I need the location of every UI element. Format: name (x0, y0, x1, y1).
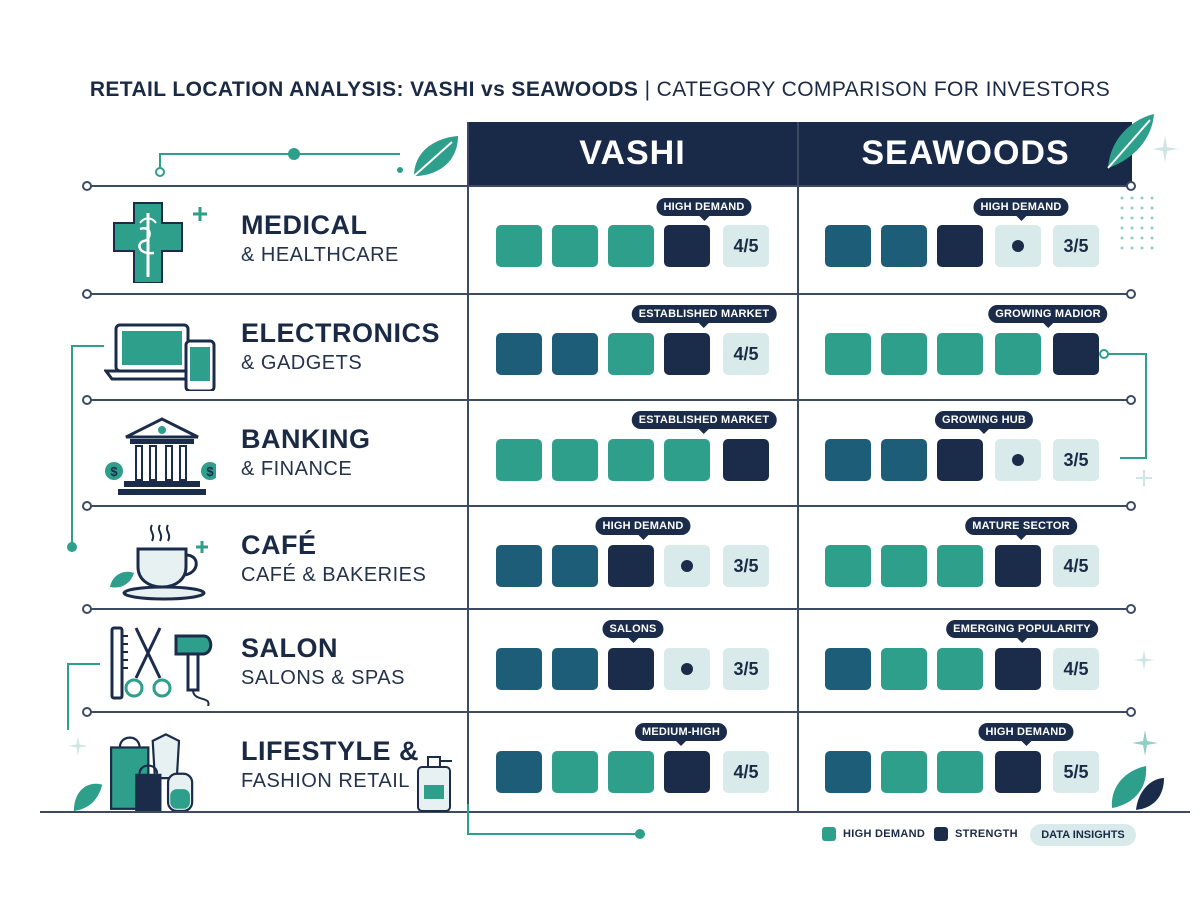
rating-block (825, 333, 871, 375)
rating-block (881, 751, 927, 793)
rating-block (552, 439, 598, 481)
category-name: BANKING (241, 424, 371, 454)
rating-block (496, 225, 542, 267)
rating-block (881, 439, 927, 481)
laptop-phone-icon (104, 307, 216, 391)
vashi-score: 4/5 (723, 225, 769, 267)
svg-text:$: $ (206, 464, 214, 479)
rating-block (937, 545, 983, 587)
rating-block (608, 545, 654, 587)
category-name: SALON (241, 633, 338, 663)
rating-block (608, 648, 654, 690)
category-row-lifestyle (90, 713, 1130, 819)
seawoods-status-tag: MATURE SECTOR (965, 517, 1077, 535)
svg-text:$: $ (110, 464, 118, 479)
category-subtitle: & HEALTHCARE (241, 244, 399, 266)
rating-block (1053, 333, 1099, 375)
bank-icon (104, 413, 216, 497)
vashi-score: 3/5 (723, 545, 769, 587)
category-subtitle: & FINANCE (241, 458, 353, 480)
rating-block (937, 648, 983, 690)
rating-block (937, 225, 983, 267)
seawoods-status-tag: GROWING HUB (935, 411, 1033, 429)
legend-strength (934, 824, 1018, 844)
leaf-icon (408, 132, 464, 182)
rating-block (995, 751, 1041, 793)
rating-block (937, 333, 983, 375)
rating-block (825, 439, 871, 481)
category-subtitle: FASHION RETAIL (241, 770, 410, 792)
rating-block (552, 751, 598, 793)
legend-high-demand (822, 824, 925, 844)
legend-label: STRENGTH (955, 828, 1018, 840)
category-row-medical (90, 187, 1130, 293)
vashi-score: 4/5 (723, 333, 769, 375)
shopping-bag-icon (58, 719, 208, 811)
scissors-hairdryer-icon (104, 622, 216, 706)
rating-block-empty (664, 545, 710, 587)
rating-block (608, 751, 654, 793)
leaf-icon (1106, 756, 1166, 812)
vashi-status-tag: SALONS (602, 620, 663, 638)
category-subtitle: & GADGETS (241, 352, 363, 374)
seawoods-score: 4/5 (1053, 545, 1099, 587)
rating-block (608, 225, 654, 267)
vashi-status-tag: HIGH DEMAND (595, 517, 690, 535)
rating-block (995, 333, 1041, 375)
legend-swatch-navy (934, 827, 948, 841)
vashi-score: 3/5 (723, 648, 769, 690)
sparkle-icon (1152, 136, 1178, 162)
rating-block (496, 333, 542, 375)
seawoods-status-tag: HIGH DEMAND (978, 723, 1073, 741)
category-subtitle: SALONS & SPAS (241, 667, 405, 689)
vashi-status-tag: ESTABLISHED MARKET (632, 305, 777, 323)
seawoods-status-tag: EMERGING POPULARITY (946, 620, 1098, 638)
seawoods-score: 3/5 (1053, 225, 1099, 267)
rating-block-empty (995, 225, 1041, 267)
rating-block (608, 333, 654, 375)
rating-block (937, 751, 983, 793)
rating-block (825, 648, 871, 690)
data-insights-badge: DATA INSIGHTS (1030, 824, 1136, 846)
seawoods-status-tag: HIGH DEMAND (973, 198, 1068, 216)
rating-block (664, 333, 710, 375)
rating-block (881, 225, 927, 267)
sparkle-icon (1136, 470, 1152, 486)
rating-block (496, 439, 542, 481)
rating-block (825, 751, 871, 793)
rating-block (608, 439, 654, 481)
rating-block (937, 439, 983, 481)
sparkle-icon (1134, 650, 1154, 670)
rating-block (664, 439, 710, 481)
perfume-bottle-icon (414, 755, 458, 815)
sparkle-icon (68, 736, 88, 756)
rating-block (552, 545, 598, 587)
column-header-seawoods: SEAWOODS (799, 122, 1132, 185)
category-name: ELECTRONICS (241, 318, 441, 348)
rating-block-empty (995, 439, 1041, 481)
rating-block (664, 751, 710, 793)
category-subtitle: CAFÉ & BAKERIES (241, 564, 427, 586)
title-main: RETAIL LOCATION ANALYSIS: VASHI vs SEAWOODS (89, 78, 639, 101)
vashi-status-tag: HIGH DEMAND (656, 198, 751, 216)
rating-block (552, 333, 598, 375)
rating-block (881, 333, 927, 375)
vashi-score: 4/5 (723, 751, 769, 793)
rating-block (995, 648, 1041, 690)
rating-block (995, 545, 1041, 587)
legend-label: HIGH DEMAND (843, 828, 926, 840)
page-title (0, 78, 1200, 102)
seawoods-score: 5/5 (1053, 751, 1099, 793)
category-row-cafe (90, 507, 1130, 613)
category-name: MEDICAL (241, 210, 368, 240)
rating-block (825, 545, 871, 587)
rating-block (552, 225, 598, 267)
legend-swatch-teal (822, 827, 836, 841)
rating-block (496, 648, 542, 690)
rating-block (723, 439, 769, 481)
rating-block (881, 648, 927, 690)
rating-block (664, 225, 710, 267)
header-connector-decoration (150, 140, 410, 190)
seawoods-score: 4/5 (1053, 648, 1099, 690)
category-row-electronics (90, 295, 1130, 401)
rating-block (496, 545, 542, 587)
vashi-status-tag: ESTABLISHED MARKET (632, 411, 777, 429)
seawoods-status-tag: GROWING MADIOR (988, 305, 1107, 323)
rating-block-empty (664, 648, 710, 690)
rating-block (552, 648, 598, 690)
column-header-vashi: VASHI (468, 122, 797, 185)
seawoods-score: 3/5 (1053, 439, 1099, 481)
sparkle-icon (1132, 730, 1158, 756)
coffee-cup-icon (104, 519, 216, 603)
category-row-banking (90, 401, 1130, 507)
rating-block (825, 225, 871, 267)
medical-cross-icon (104, 199, 216, 283)
rating-block (881, 545, 927, 587)
category-name: LIFESTYLE & (241, 736, 420, 766)
category-row-salon (90, 610, 1130, 716)
rating-block (496, 751, 542, 793)
feather-icon (1100, 110, 1160, 174)
vashi-status-tag: MEDIUM-HIGH (635, 723, 727, 741)
title-subtitle: | CATEGORY COMPARISON FOR INVESTORS (644, 78, 1111, 101)
category-name: CAFÉ (241, 530, 317, 560)
